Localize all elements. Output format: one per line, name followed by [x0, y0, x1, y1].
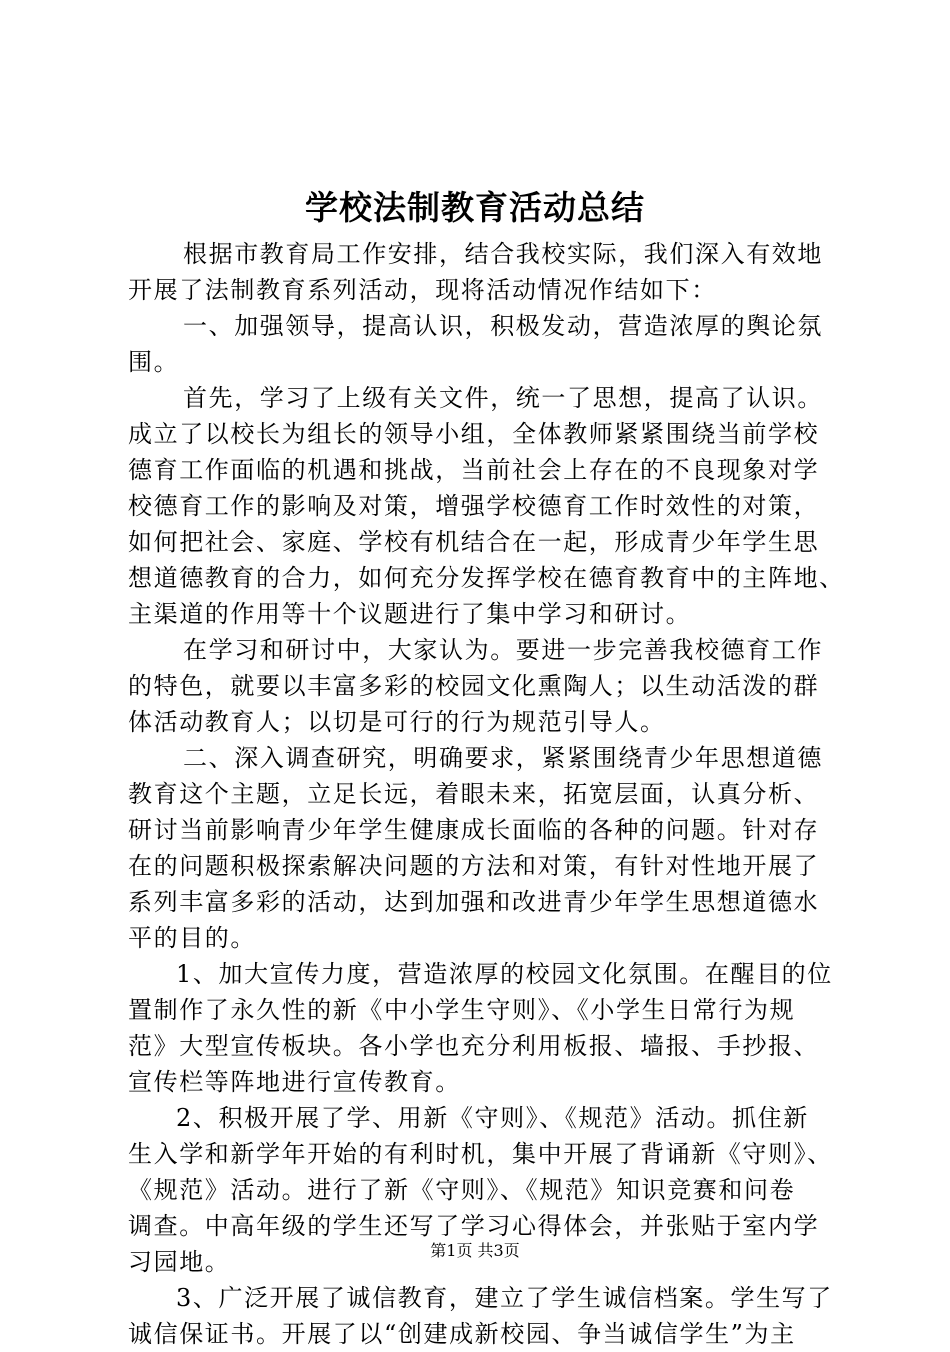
text-line: 成立了以校长为组长的领导小组，全体教师紧紧围绕当前学校 [128, 420, 820, 448]
page-footer: 第1页 共3页 [430, 1241, 520, 1260]
text-line: 在的问题积极探索解决问题的方法和对策，有针对性地开展了 [128, 852, 820, 880]
text-line: 系列丰富多彩的活动，达到加强和改进青少年学生思想道德水 [128, 888, 820, 916]
text-line: 在学习和研讨中，大家认为。要进一步完善我校德育工作 [183, 636, 823, 664]
text-line: 围。 [128, 348, 180, 376]
text-line: 想道德教育的合力，如何充分发挥学校在德育教育中的主阵地、 [128, 564, 845, 592]
text-line: 《规范》活动。进行了新《守则》、《规范》知识竞赛和问卷 [128, 1176, 796, 1204]
text-line: 诚信保证书。开展了以“创建成新校园、争当诚信学生”为主 [128, 1320, 796, 1348]
text-line: 二、深入调查研究，明确要求，紧紧围绕青少年思想道德 [183, 744, 823, 772]
text-line: 如何把社会、家庭、学校有机结合在一起，形成青少年学生思 [128, 528, 820, 556]
text-line: 生入学和新学年开始的有利时机，集中开展了背诵新《守则》、 [128, 1140, 833, 1168]
text-line: 主渠道的作用等十个议题进行了集中学习和研讨。 [128, 600, 692, 628]
text-line: 1、加大宣传力度，营造浓厚的校园文化氛围。在醒目的位 [176, 960, 833, 988]
text-line: 首先，学习了上级有关文件，统一了思想，提高了认识。 [183, 384, 823, 412]
text-line: 校德育工作的影响及对策，增强学校德育工作时效性的对策， [128, 492, 820, 520]
text-line: 根据市教育局工作安排，结合我校实际，我们深入有效地 [183, 240, 823, 268]
text-line: 调查。中高年级的学生还写了学习心得体会，并张贴于室内学 [128, 1212, 820, 1240]
text-line: 教育这个主题，立足长远，着眼未来，拓宽层面，认真分析、 [128, 780, 820, 808]
document-title: 学校法制教育活动总结 [305, 188, 645, 227]
text-line: 开展了法制教育系列活动，现将活动情况作结如下： [128, 276, 717, 304]
text-line: 置制作了永久性的新《中小学生守则》、《小学生日常行为规 [128, 996, 796, 1024]
text-line: 一、加强领导，提高认识，积极发动，营造浓厚的舆论氛 [183, 312, 823, 340]
text-line: 研讨当前影响青少年学生健康成长面临的各种的问题。针对存 [128, 816, 820, 844]
text-line: 宣传栏等阵地进行宣传教育。 [128, 1068, 461, 1096]
document-body [128, 236, 845, 1352]
text-line: 德育工作面临的机遇和挑战，当前社会上存在的不良现象对学 [128, 456, 820, 484]
text-line: 2、积极开展了学、用新《守则》、《规范》活动。抓住新 [176, 1104, 809, 1132]
text-line: 习园地。 [128, 1248, 231, 1276]
text-line: 体活动教育人；以切是可行的行为规范引导人。 [128, 708, 666, 736]
text-line: 范》大型宣传板块。各小学也充分利用板报、墙报、手抄报、 [128, 1032, 820, 1060]
text-line: 平的目的。 [128, 924, 256, 952]
text-line: 3、广泛开展了诚信教育，建立了学生诚信档案。学生写了 [176, 1284, 833, 1312]
text-line: 的特色，就要以丰富多彩的校园文化熏陶人；以生动活泼的群 [128, 672, 820, 700]
